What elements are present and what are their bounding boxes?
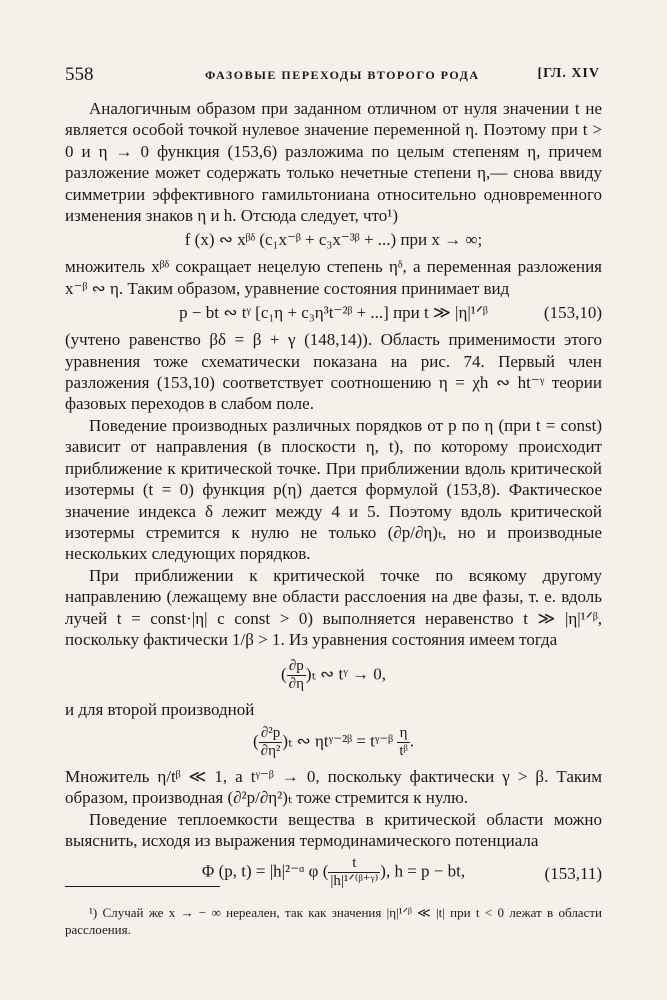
fraction-denominator: tᵝ xyxy=(399,742,408,759)
fraction-denominator: ∂η xyxy=(288,676,304,693)
fraction-denominator: |h|¹ᐟ⁽ᵝ⁺ᵞ⁾ xyxy=(330,873,379,890)
equation-second-derivative-middle: ₜ ∾ ηtᵞ⁻²ᵝ = tᵞ⁻ᵝ xyxy=(288,731,394,751)
main-text xyxy=(65,98,602,893)
footnote-divider xyxy=(65,886,220,887)
eta-over-t-fraction xyxy=(397,725,409,760)
equation-first-derivative-rest: ₜ ∾ tᵞ → 0, xyxy=(311,664,387,684)
potential-fraction xyxy=(328,855,380,890)
fraction-numerator: ∂²p xyxy=(259,725,283,743)
equation-1-text: f (x) ∾ xᵝᵟ (c₁x⁻ᵝ + c₃x⁻³ᵝ + ...) при x → ∞; xyxy=(184,230,483,250)
paragraph-1: Аналогичным образом при заданном отличном от нуля значении t не является особой точкой нулевое значение переменной η. Поэтому при t > 0 и η → 0 функция (153,6) разложима по целым степеням η, причем разложение может содержать только нечетные степени η,— снова ввиду симметрии эффективного гамильтониана относительно одновременного изменения знаков η и h. Отсюда следует, что¹) xyxy=(65,99,602,226)
paragraph-2: множитель xᵝᵟ сокращает нецелую степень ηᵟ, а переменная разложения x⁻ᵝ ∾ η. Таким образом, уравнение состояния принимает вид xyxy=(65,257,602,298)
equation-153-11-left: Φ (p, t) = |h|²⁻ᵅ φ xyxy=(201,861,319,881)
paragraph-4: Поведение производных различных порядков от p по η (при t = const) зависит от направления (в плоскости η, t), по которому происходит приближение к критической точке. При приближении вдоль критической изотермы (t = 0) функция p(η) дается формулой (153,8). Фактическое значение индекса δ лежит между 4 и 5. Поэтому вдоль критической изотермы стремится к нулю не только (∂p/∂η)ₜ, но и производные нескольких следующих порядков. xyxy=(65,415,602,564)
equation-second-derivative: ( $\frac{\text{∂²p}}{\text{∂η²}}$ )ₜ ∾ ηtᵞ⁻²ᵝ = tᵞ⁻ᵝ $\frac{\eta}{\text{tᵝ}}$ . xyxy=(252,724,415,759)
paragraph-3: (учтено равенство βδ = β + γ (148,14)). Область применимости этого уравнения тоже схематически показана на рис. 74. Первый член разложения (153,10) соответствует соотношению η = χh ∾ ht⁻ᵞ теории фазовых переходов в слабом поле. xyxy=(65,330,602,414)
equation-first-derivative: ( $\frac{\partial p}{\partial\eta}$ )ₜ ∾ tᵞ → 0, xyxy=(280,658,387,693)
page-number: 558 xyxy=(65,64,94,85)
equation-number-153-10: (153,10) xyxy=(543,303,602,323)
running-title: ФАЗОВЫЕ ПЕРЕХОДЫ ВТОРОГО РОДА xyxy=(205,68,480,82)
paragraph-7: Множитель η/tᵝ ≪ 1, а tᵞ⁻ᵝ → 0, поскольку фактически γ > β. Таким образом, производная (∂²p/∂η²)ₜ тоже стремится к нулю. xyxy=(65,766,602,808)
paragraph-5: При приближении к критической точке по всякому другому направлению (лежащему вне области расслоения на две фазы, т. е. вдоль лучей t = const·|η| с const > 0) выполняется неравенство t ≫ |η|¹ᐟᵝ, поскольку фактически 1/β > 1. Из уравнения состояния имеем тогда xyxy=(65,565,602,649)
footnote: ¹) Случай же x → − ∞ нереален, так как значения |η|¹ᐟᵝ ≪ |t| при t < 0 лежат в области расслоения. xyxy=(65,905,602,937)
equation-number-153-11: (153,11) xyxy=(544,864,602,884)
equation-153-11: Φ (p, t) = |h|²⁻ᵅ φ ( $\frac{t}{\text{|h|¹ᐟ⁽ᵝ⁺ᵞ⁾}}$ ), h = p − bt, (153,11) xyxy=(201,855,602,890)
paragraph-6: и для второй производной xyxy=(65,700,255,720)
paragraph-8: Поведение теплоемкости вещества в критической области можно выяснить, исходя из выражения термодинамического потенциала xyxy=(65,809,602,850)
equation-153-11-right: , h = p − bt, xyxy=(385,861,466,881)
equation-153-10-text: p − bt ∾ tᵞ [c₁η + c₃η³t⁻²ᵝ + ...] при t ≫ |η|¹ᐟᵝ xyxy=(179,303,488,323)
second-derivative-fraction xyxy=(259,725,283,760)
fraction-denominator: ∂η² xyxy=(260,742,281,759)
equation-153-10 xyxy=(65,302,602,326)
fraction-numerator: η xyxy=(397,725,409,743)
fraction-numerator: t xyxy=(328,855,380,873)
chapter-label: [ГЛ. XIV xyxy=(537,66,600,81)
equation-1 xyxy=(65,229,602,253)
page-header xyxy=(65,64,600,86)
derivative-fraction xyxy=(287,658,306,693)
fraction-numerator: ∂p xyxy=(287,658,306,676)
